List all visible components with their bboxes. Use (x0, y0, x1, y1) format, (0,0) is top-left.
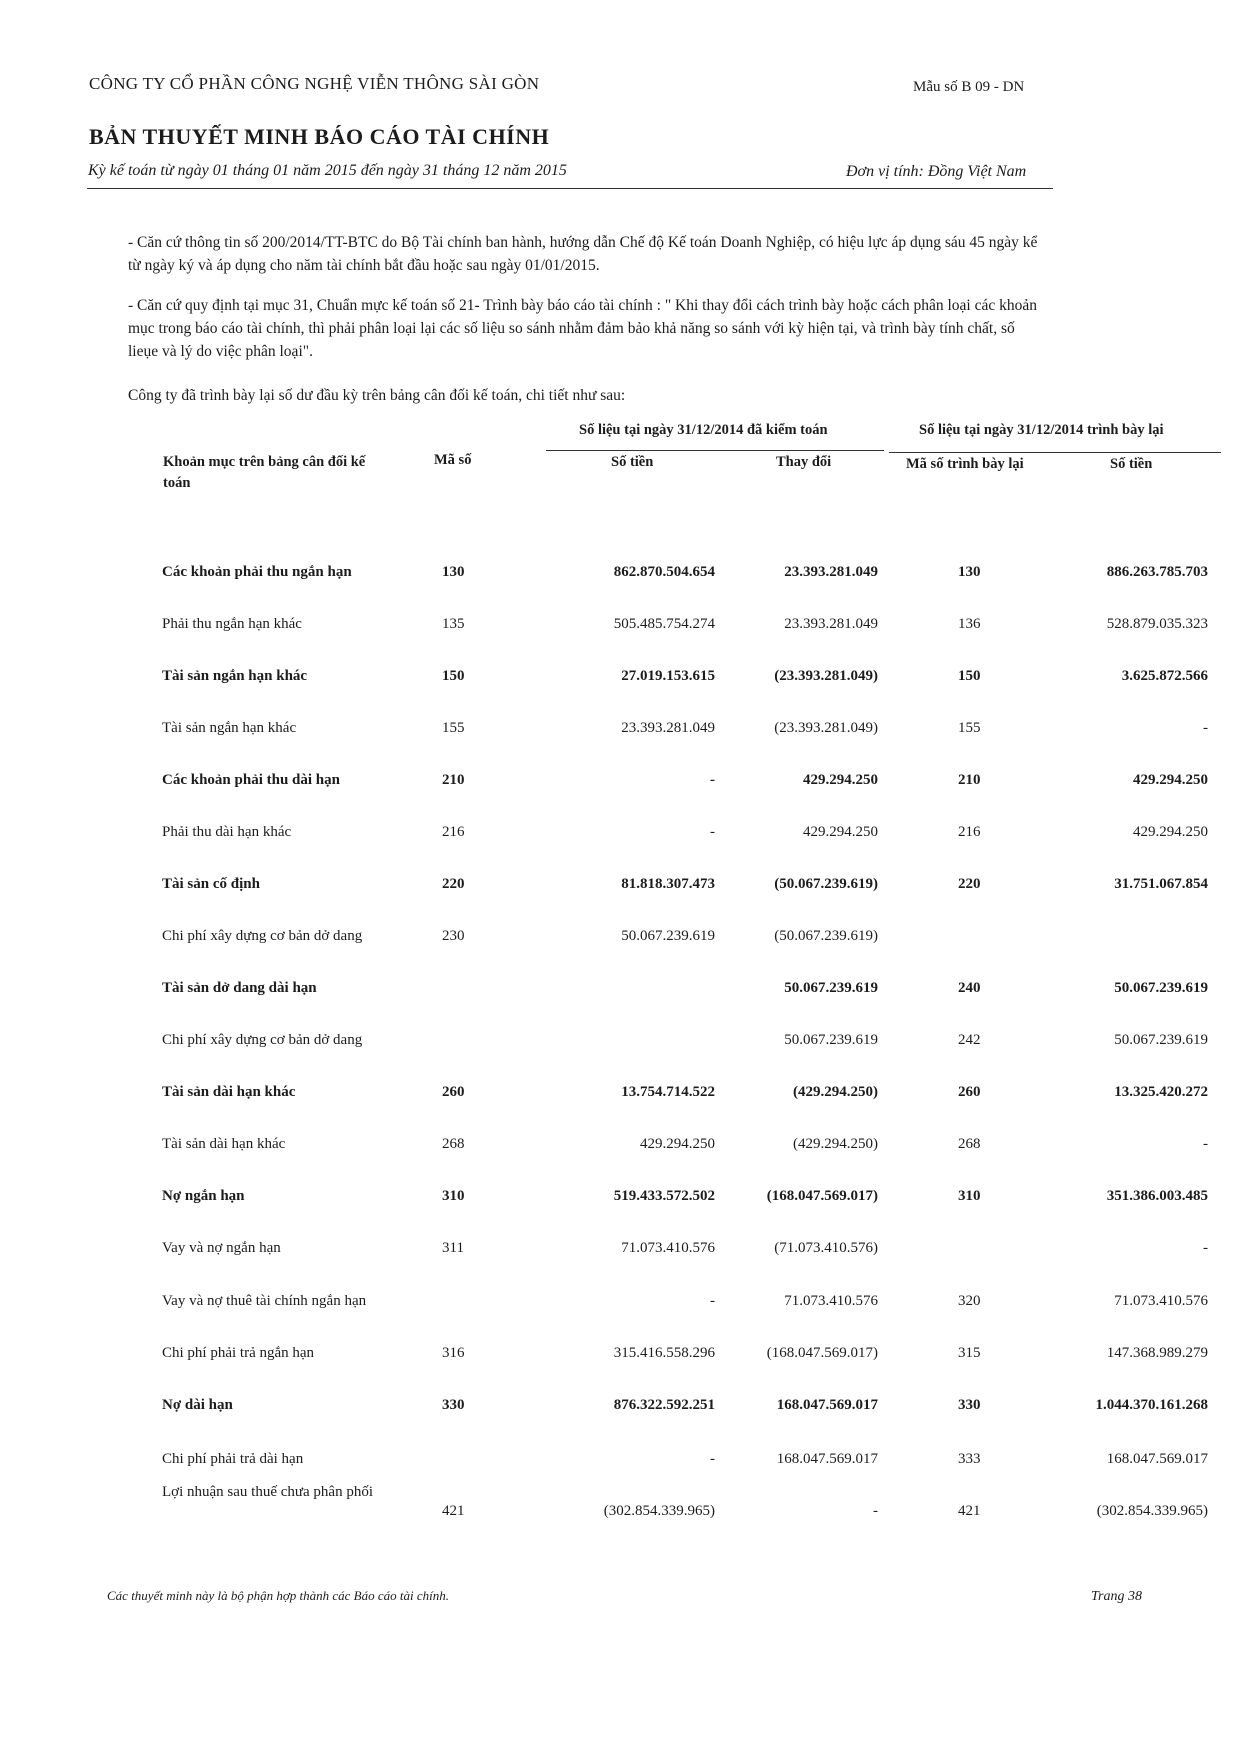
row-item: Nợ dài hạn (162, 1397, 233, 1413)
row-item: Tài sản dài hạn khác (162, 1084, 296, 1100)
row-amount-restated: 147.368.989.279 (1106, 1345, 1208, 1361)
row-amount-audited: 429.294.250 (640, 1136, 715, 1152)
row-amount-audited: 81.818.307.473 (621, 876, 715, 892)
table-row (0, 1032, 1240, 1062)
row-restated-code: 333 (958, 1451, 981, 1467)
paragraph-intro: Công ty đã trình bày lại số dư đầu kỳ trên bảng cân đối kế toán, chi tiết như sau: (128, 387, 626, 404)
paragraph-standard: - Căn cứ quy định tại mục 31, Chuẩn mực kế toán số 21- Trình bày báo cáo tài chính : " Khi thay đổi cách trình bày hoặc cách phân loại các khoản mục trong báo cáo tài chính, thì phải phân loại lại các số liệu so sánh nhằm đảm bảo khả năng so sánh với kỳ hiện tại, và trình bày tính chất, số lieụe và lý do việc phân loại". (128, 297, 1037, 360)
row-item: Chi phí xây dựng cơ bản dở dang (162, 1032, 363, 1048)
group-header-audited: Số liệu tại ngày 31/12/2014 đã kiểm toán (579, 422, 828, 438)
row-restated-code: 421 (958, 1503, 981, 1519)
company-name: CÔNG TY CỔ PHẦN CÔNG NGHỆ VIỄN THÔNG SÀI GÒN (89, 74, 540, 93)
row-amount-restated: - (1203, 1136, 1208, 1152)
row-restated-code: 260 (958, 1084, 981, 1100)
row-change: 23.393.281.049 (784, 564, 878, 580)
table-row (0, 616, 1240, 646)
row-restated-code: 130 (958, 564, 981, 580)
table-row (0, 876, 1240, 906)
row-amount-audited: 23.393.281.049 (621, 720, 715, 736)
row-code: 130 (442, 564, 465, 580)
row-item: Vay và nợ thuê tài chính ngắn hạn (162, 1293, 367, 1309)
table-row (0, 1397, 1240, 1427)
row-item: Chi phí phải trả dài hạn (162, 1451, 304, 1467)
group-header-restated: Số liệu tại ngày 31/12/2014 trình bày lại (919, 422, 1164, 438)
row-amount-restated: 168.047.569.017 (1106, 1451, 1208, 1467)
column-header-item: Khoản mục trên bảng cân đối kế toán (163, 454, 366, 491)
row-code: 330 (442, 1397, 465, 1413)
row-item: Chi phí xây dựng cơ bản dở dang (162, 928, 363, 944)
currency-unit: Đơn vị tính: Đồng Việt Nam (846, 163, 1027, 180)
row-change: (168.047.569.017) (766, 1188, 878, 1204)
row-item: Các khoản phải thu ngắn hạn (162, 564, 352, 580)
row-item: Vay và nợ ngắn hạn (162, 1240, 281, 1256)
row-change: 71.073.410.576 (784, 1293, 878, 1309)
row-change: - (873, 1503, 878, 1519)
table-row (0, 1240, 1240, 1270)
row-change: 168.047.569.017 (776, 1397, 878, 1413)
paragraph-circular: - Căn cứ thông tin số 200/2014/TT-BTC do Bộ Tài chính ban hành, hướng dẫn Chế độ Kế toán Doanh Nghiệp, có hiệu lực áp dụng sáu 45 ngày kể từ ngày ký và áp dụng cho năm tài chính bắt đầu hoặc sau ngày 01/01/2015. (128, 234, 1038, 274)
row-amount-restated: 429.294.250 (1133, 772, 1208, 788)
row-amount-audited: 13.754.714.522 (621, 1084, 715, 1100)
row-amount-audited: - (710, 772, 715, 788)
row-amount-restated: (302.854.339.965) (1096, 1503, 1208, 1519)
row-code: 421 (442, 1503, 465, 1519)
row-change: (23.393.281.049) (774, 720, 878, 736)
row-change: 429.294.250 (803, 772, 878, 788)
column-header-restated-code: Mã số trình bày lại (906, 456, 1024, 472)
row-restated-code: 310 (958, 1188, 981, 1204)
row-code: 216 (442, 824, 465, 840)
page-number: Trang 38 (1091, 1589, 1142, 1604)
table-row (0, 980, 1240, 1010)
row-item: Tài sản ngắn hạn khác (162, 668, 308, 684)
row-amount-restated: - (1203, 1240, 1208, 1256)
row-item: Phải thu dài hạn khác (162, 824, 292, 840)
table-row (0, 928, 1240, 958)
row-item: Các khoản phải thu dài hạn (162, 772, 340, 788)
row-item: Lợi nhuận sau thuế chưa phân phối (162, 1484, 374, 1500)
row-change: (168.047.569.017) (766, 1345, 878, 1361)
row-amount-audited: (302.854.339.965) (603, 1503, 715, 1519)
row-restated-code: 330 (958, 1397, 981, 1413)
row-amount-restated: 50.067.239.619 (1114, 1032, 1208, 1048)
row-amount-restated: 351.386.003.485 (1106, 1188, 1208, 1204)
column-header-amount-restated: Số tiền (1110, 456, 1153, 472)
table-row (0, 1345, 1240, 1375)
table-row (0, 1188, 1240, 1218)
row-amount-restated: - (1203, 720, 1208, 736)
row-amount-audited: 71.073.410.576 (621, 1240, 715, 1256)
row-amount-restated: 31.751.067.854 (1114, 876, 1208, 892)
row-item: Tài sản ngắn hạn khác (162, 720, 297, 736)
row-amount-audited: 50.067.239.619 (621, 928, 715, 944)
row-code: 150 (442, 668, 465, 684)
table-row (0, 772, 1240, 802)
row-change: 168.047.569.017 (776, 1451, 878, 1467)
row-amount-audited: 519.433.572.502 (613, 1188, 715, 1204)
column-header-code: Mã số (434, 452, 472, 468)
row-amount-audited: - (710, 1293, 715, 1309)
row-amount-audited: 862.870.504.654 (613, 564, 715, 580)
row-code: 268 (442, 1136, 465, 1152)
row-restated-code: 150 (958, 668, 981, 684)
row-amount-restated: 1.044.370.161.268 (1095, 1397, 1208, 1413)
footer-note: Các thuyết minh này là bộ phận hợp thành các Báo cáo tài chính. (107, 1588, 449, 1603)
row-code: 260 (442, 1084, 465, 1100)
row-amount-restated: 71.073.410.576 (1114, 1293, 1208, 1309)
row-change: 23.393.281.049 (784, 616, 878, 632)
row-amount-restated: 528.879.035.323 (1106, 616, 1208, 632)
table-row (0, 1293, 1240, 1323)
row-code: 155 (442, 720, 465, 736)
row-restated-code: 155 (958, 720, 981, 736)
row-item: Chi phí phải trả ngắn hạn (162, 1345, 315, 1361)
row-change: 50.067.239.619 (784, 980, 878, 996)
row-code: 310 (442, 1188, 465, 1204)
row-change: (23.393.281.049) (774, 668, 878, 684)
row-amount-audited: 27.019.153.615 (621, 668, 715, 684)
row-amount-audited: 505.485.754.274 (613, 616, 715, 632)
row-amount-restated: 50.067.239.619 (1114, 980, 1208, 996)
row-code: 311 (442, 1240, 464, 1256)
group-underline-audited (546, 450, 884, 451)
row-restated-code: 242 (958, 1032, 981, 1048)
document-title: BẢN THUYẾT MINH BÁO CÁO TÀI CHÍNH (89, 124, 550, 149)
row-restated-code: 320 (958, 1293, 981, 1309)
row-change: (71.073.410.576) (774, 1240, 878, 1256)
row-restated-code: 210 (958, 772, 981, 788)
row-amount-audited: 315.416.558.296 (613, 1345, 715, 1361)
row-amount-restated: 3.625.872.566 (1121, 668, 1208, 684)
row-code: 135 (442, 616, 465, 632)
row-code: 210 (442, 772, 465, 788)
accounting-period: Kỳ kế toán từ ngày 01 tháng 01 năm 2015 đến ngày 31 tháng 12 năm 2015 (88, 162, 567, 179)
row-amount-restated: 886.263.785.703 (1106, 564, 1208, 580)
table-row (0, 1451, 1240, 1481)
row-amount-restated: 13.325.420.272 (1114, 1084, 1208, 1100)
row-item: Phải thu ngắn hạn khác (162, 616, 302, 632)
column-header-change: Thay đổi (776, 454, 832, 470)
table-row (0, 668, 1240, 698)
row-item: Tài sản dở dang dài hạn (162, 980, 317, 996)
row-change: 429.294.250 (803, 824, 878, 840)
row-code: 230 (442, 928, 465, 944)
row-item: Tài sản dài hạn khác (162, 1136, 286, 1152)
table-row (0, 1484, 1240, 1533)
row-item: Tài sản cố định (162, 876, 260, 892)
row-code: 316 (442, 1345, 465, 1361)
row-change: 50.067.239.619 (784, 1032, 878, 1048)
row-item: Nợ ngắn hạn (162, 1188, 245, 1204)
row-amount-audited: 876.322.592.251 (613, 1397, 715, 1413)
row-restated-code: 315 (958, 1345, 981, 1361)
form-number: Mẫu số B 09 - DN (913, 79, 1025, 95)
row-change: (50.067.239.619) (774, 928, 878, 944)
row-restated-code: 136 (958, 616, 981, 632)
row-code: 220 (442, 876, 465, 892)
row-amount-audited: - (710, 824, 715, 840)
table-row (0, 1084, 1240, 1114)
row-restated-code: 220 (958, 876, 981, 892)
row-amount-restated: 429.294.250 (1133, 824, 1208, 840)
column-header-amount-audited: Số tiền (611, 454, 654, 470)
table-row (0, 824, 1240, 854)
row-change: (429.294.250) (793, 1136, 878, 1152)
row-restated-code: 268 (958, 1136, 981, 1152)
header-divider (87, 188, 1053, 189)
table-row (0, 720, 1240, 750)
group-underline-restated (889, 452, 1221, 453)
row-change: (429.294.250) (793, 1084, 878, 1100)
row-amount-audited: - (710, 1451, 715, 1467)
row-restated-code: 216 (958, 824, 981, 840)
table-row (0, 564, 1240, 594)
row-change: (50.067.239.619) (774, 876, 878, 892)
row-restated-code: 240 (958, 980, 981, 996)
table-row (0, 1136, 1240, 1166)
